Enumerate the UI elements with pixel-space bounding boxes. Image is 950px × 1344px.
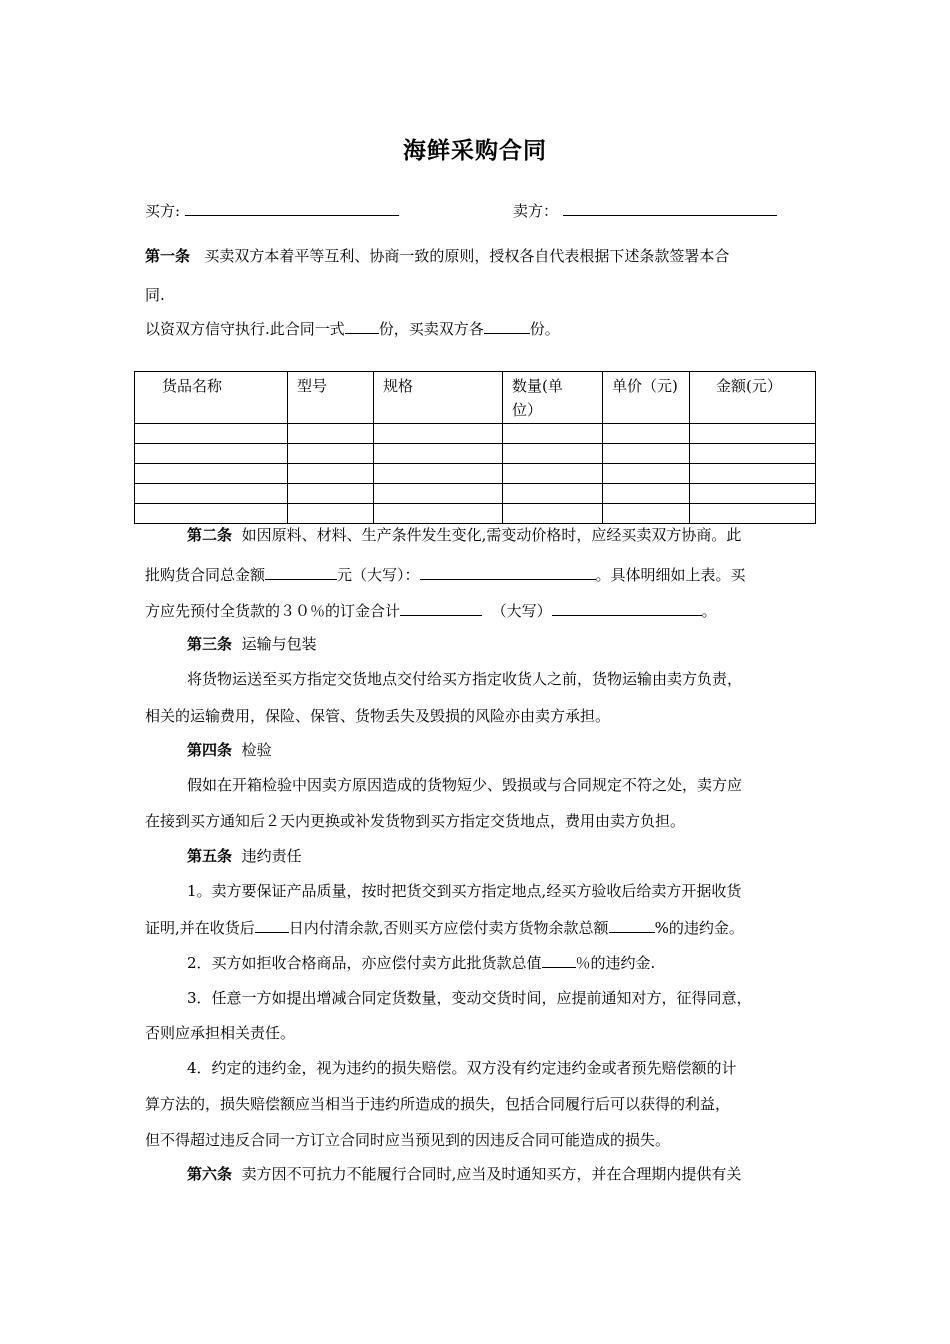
- article-2-text-2a: 批购货合同总金额: [145, 566, 266, 584]
- article-5-p1-text-a: 证明,并在收货后: [145, 919, 255, 937]
- article-5-p1-line-2: [145, 917, 744, 938]
- table-cell[interactable]: [603, 424, 690, 444]
- table-row: [135, 464, 816, 484]
- article-2-text-3b: （大写）: [491, 602, 552, 620]
- table-cell[interactable]: [135, 484, 288, 504]
- article-6-text-1: 卖方因不可抗力不能履行合同时,应当及时通知买方，并在合理期内提供有关: [241, 1165, 742, 1183]
- col-header-spec: 规格: [374, 372, 503, 424]
- table-cell[interactable]: [503, 424, 603, 444]
- article-2-text-2c: 。具体明细如上表。买: [595, 566, 746, 584]
- article-5-p1-text-b: 日内付清余款,否则买方应偿付卖方货物余款总额: [288, 919, 609, 937]
- buyer-line: [145, 200, 399, 221]
- buyer-blank[interactable]: [185, 200, 399, 216]
- article-1-line-3: [145, 318, 560, 339]
- article-5-p4-line-2: 算方法的，损失赔偿额应当相当于违约所造成的损失，包括合同履行后可以获得的利益，: [145, 1095, 731, 1113]
- article-4-heading-line: [187, 740, 272, 760]
- table-cell[interactable]: [288, 464, 374, 484]
- seller-penalty-rate-blank[interactable]: [609, 917, 655, 933]
- article-2-line-2: [145, 564, 746, 585]
- deposit-amount-blank[interactable]: [400, 600, 482, 616]
- table-cell[interactable]: [690, 504, 816, 524]
- article-5-p3-line-1: 3．任意一方如提出增减合同定货数量，变动交货时间，应提前通知对方，征得同意，: [187, 989, 752, 1007]
- article-5-title: 违约责任: [241, 847, 302, 865]
- article-5-heading-line: [187, 846, 302, 866]
- article-4-text-1: 假如在开箱检验中因卖方原因造成的货物短少、毁损或与合同规定不符之处，卖方应: [187, 776, 743, 794]
- article-2-text-3c: 。: [701, 602, 717, 620]
- article-5-p4-line-1: 4．约定的违约金，视为违约的损失赔偿。双方没有约定违约金或者预先赔偿额的计: [187, 1059, 737, 1077]
- table-cell[interactable]: [135, 464, 288, 484]
- article-2-text-1: 如因原料、材料、生产条件发生变化,需变动价格时，应经买卖双方协商。此: [241, 526, 742, 544]
- article-2-heading: 第二条: [187, 526, 233, 544]
- article-1-text-3c: 份。: [529, 320, 560, 338]
- table-cell[interactable]: [690, 444, 816, 464]
- article-5-p3-line-2: 否则应承担相关责任。: [145, 1024, 296, 1042]
- table-cell[interactable]: [503, 504, 603, 524]
- article-3-text-1: 将货物运送至买方指定交货地点交付给买方指定收货人之前，货物运输由卖方负责，: [187, 670, 743, 688]
- article-1-line-1: [145, 246, 729, 266]
- article-6-line-1: [187, 1164, 741, 1184]
- seller-blank[interactable]: [563, 200, 777, 216]
- col-header-model: 型号: [288, 372, 374, 424]
- article-1-text-3b: 份，买卖双方各: [378, 320, 484, 338]
- table-cell[interactable]: [603, 464, 690, 484]
- table-cell[interactable]: [288, 484, 374, 504]
- copies-each-blank[interactable]: [484, 318, 530, 334]
- table-cell[interactable]: [690, 464, 816, 484]
- buyer-penalty-rate-blank[interactable]: [542, 952, 576, 968]
- col-header-quantity: 数量(单位）: [503, 372, 603, 424]
- article-3-heading: 第三条: [187, 635, 233, 653]
- article-5-p1-text-c: %的违约金。: [654, 919, 744, 937]
- table-cell[interactable]: [374, 424, 503, 444]
- table-cell[interactable]: [374, 504, 503, 524]
- table-cell[interactable]: [374, 444, 503, 464]
- table-cell[interactable]: [135, 444, 288, 464]
- article-1-heading: 第一条: [145, 247, 191, 265]
- article-6-heading: 第六条: [187, 1165, 233, 1183]
- total-amount-words-blank[interactable]: [420, 564, 596, 580]
- article-5-p4-line-3: 但不得超过违反合同一方订立合同时应当预见到的因违反合同可能造成的损失。: [145, 1131, 671, 1149]
- article-1-text-2: 同.: [145, 286, 165, 304]
- copies-total-blank[interactable]: [345, 318, 379, 334]
- col-header-amount: 金额(元）: [690, 372, 816, 424]
- document-title: 海鲜采购合同: [403, 138, 547, 164]
- table-cell[interactable]: [135, 424, 288, 444]
- table-header-row: [135, 372, 816, 424]
- total-amount-blank[interactable]: [265, 564, 337, 580]
- article-4-text-2: 在接到买方通知后２天内更换或补发货物到买方指定交货地点，费用由卖方负担。: [145, 812, 686, 830]
- table-cell[interactable]: [135, 504, 288, 524]
- table-row: [135, 444, 816, 464]
- table-cell[interactable]: [603, 504, 690, 524]
- table-cell[interactable]: [603, 484, 690, 504]
- article-2-text-2b: 元（大写）：: [337, 566, 420, 584]
- article-2-line-1: [187, 525, 741, 545]
- table-cell[interactable]: [288, 504, 374, 524]
- seller-label: 卖方：: [513, 202, 559, 220]
- article-1-text-1: 买卖双方本着平等互利、协商一致的原则，授权各自代表根据下述条款签署本合: [204, 247, 730, 265]
- table-cell[interactable]: [288, 444, 374, 464]
- payment-days-blank[interactable]: [255, 917, 289, 933]
- table-cell[interactable]: [690, 424, 816, 444]
- article-3-heading-line: [187, 634, 317, 654]
- article-1-text-3a: 以资双方信守执行.此合同一式: [145, 320, 345, 338]
- table-cell[interactable]: [503, 464, 603, 484]
- article-5-p2-text-a: 2．买方如拒收合格商品，亦应偿付卖方此批货款总值: [187, 954, 542, 972]
- table-cell[interactable]: [603, 444, 690, 464]
- table-row: [135, 504, 816, 524]
- table-row: [135, 484, 816, 504]
- article-5-p2: [187, 952, 655, 973]
- table-cell[interactable]: [374, 464, 503, 484]
- article-2-text-3a: 方应先预付全货款的３０％的订金合计: [145, 602, 401, 620]
- article-4-heading: 第四条: [187, 741, 233, 759]
- col-header-unit-price: 单价（元): [603, 372, 690, 424]
- deposit-words-blank[interactable]: [552, 600, 702, 616]
- col-header-name: 货品名称: [135, 372, 288, 424]
- table-cell[interactable]: [690, 484, 816, 504]
- buyer-label: 买方:: [145, 202, 181, 220]
- seller-line: [513, 200, 777, 221]
- table-cell[interactable]: [503, 444, 603, 464]
- table-cell[interactable]: [374, 484, 503, 504]
- article-4-title: 检验: [241, 741, 272, 759]
- table-cell[interactable]: [503, 484, 603, 504]
- article-2-line-3: [145, 600, 717, 621]
- table-cell[interactable]: [288, 424, 374, 444]
- article-3-title: 运输与包装: [241, 635, 317, 653]
- table-row: [135, 424, 816, 444]
- goods-table: [134, 371, 816, 524]
- article-5-heading: 第五条: [187, 847, 233, 865]
- article-5-p2-text-b: ％的违约金.: [575, 954, 656, 972]
- article-5-p1-line-1: 1。卖方要保证产品质量，按时把货交到买方指定地点,经买方验收后给卖方开据收货: [187, 882, 742, 900]
- article-3-text-2: 相关的运输费用，保险、保管、货物丢失及毁损的风险亦由卖方承担。: [145, 707, 611, 725]
